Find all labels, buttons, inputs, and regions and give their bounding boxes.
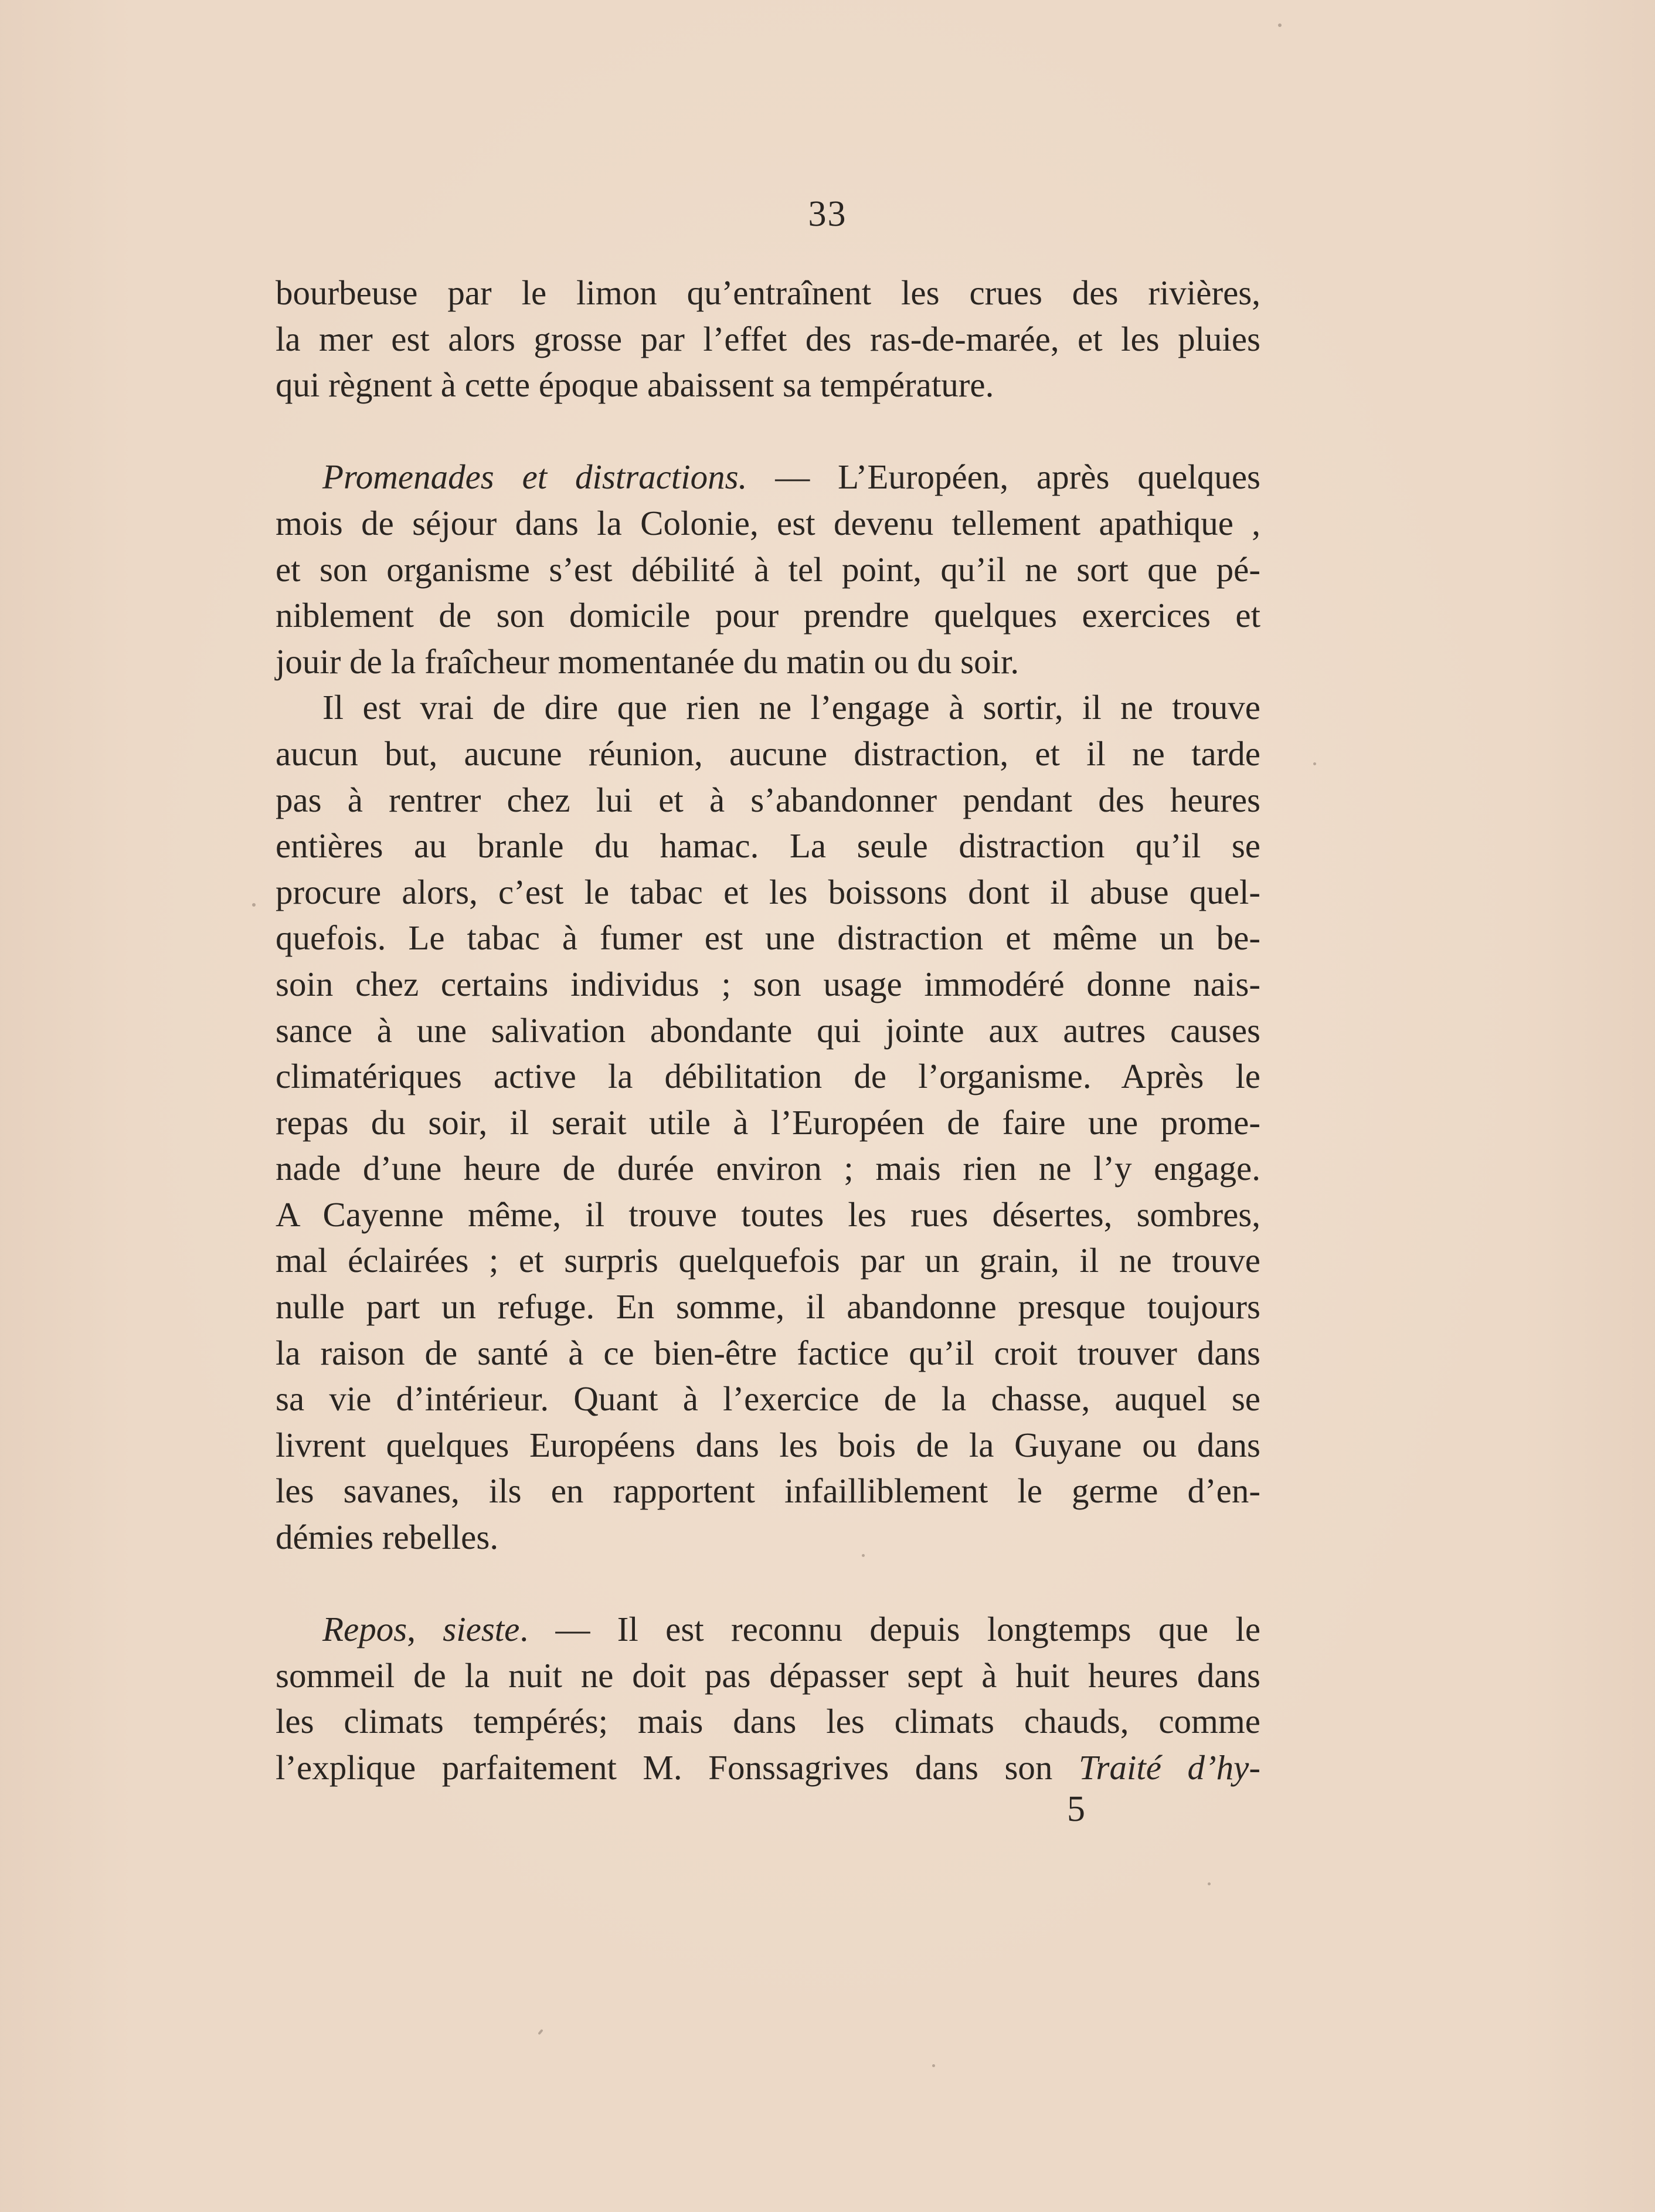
signature-mark: 5 [1067, 1789, 1085, 1829]
text-run: — L’Européen, après quelques [747, 457, 1261, 497]
text-line: mois de séjour dans la Colonie, est devenu tellement apathique , [276, 503, 1260, 542]
page-number: 33 [808, 194, 847, 234]
text-line: procure alors, c’est le tabac et les boissons dont il abuse quel- [276, 872, 1260, 911]
text-line: repas du soir, il serait utile à l’Européen de faire une prome- [276, 1102, 1260, 1142]
text-line: niblement de son domicile pour prendre quelques exercices et [276, 596, 1260, 635]
paragraph [276, 270, 1260, 408]
paper-speck [862, 1554, 865, 1557]
paper-speck [252, 903, 256, 907]
text-line: mal éclairées ; et surpris quelquefois par un grain, il ne trouve [276, 1241, 1260, 1280]
text-line [276, 454, 1260, 500]
body-text [276, 270, 1260, 1791]
text-line: sommeil de la nuit ne doit pas dépasser sept à huit heures dans [276, 1655, 1260, 1695]
paper-speck [1313, 762, 1316, 765]
paragraph-gap [276, 408, 1260, 454]
text-line: jouir de la fraîcheur momentanée du matin ou du soir. [276, 642, 1019, 681]
section-heading: sieste [443, 1610, 520, 1649]
text-line: aucun but, aucune réunion, aucune distraction, et il ne tarde [276, 734, 1260, 773]
text-line: quefois. Le tabac à fumer est une distraction et même un be- [276, 918, 1260, 958]
text-line [276, 1606, 1260, 1653]
text-line: soin chez certains individus ; son usage immodéré donne nais- [276, 964, 1260, 1003]
text-line: sa vie d’intérieur. Quant à l’exercice de la chasse, auquel se [276, 1379, 1260, 1419]
paper-speck [932, 2064, 935, 2067]
text-line: les climats tempérés; mais dans les climats chauds, comme [276, 1702, 1260, 1741]
text-line: bourbeuse par le limon qu’entraînent les crues des rivières, [276, 273, 1260, 312]
paragraph [276, 1606, 1260, 1790]
text-line: livrent quelques Européens dans les bois de la Guyane ou dans [276, 1425, 1260, 1464]
paper-speck [1208, 1882, 1211, 1885]
text-line: entières au branle du hamac. La seule distraction qu’il se [276, 826, 1260, 866]
text-line: qui règnent à cette époque abaissent sa température. [276, 365, 994, 405]
text-line: sance à une salivation abondante qui jointe aux autres causes [276, 1010, 1260, 1050]
paper-speck [538, 2029, 543, 2035]
text-run: l’explique parfaitement M. Fonssagrives dans son [276, 1748, 1079, 1787]
text-line [276, 1745, 1260, 1791]
paragraph [276, 684, 1260, 1560]
text-line: A Cayenne même, il trouve toutes les rues désertes, sombres, [276, 1195, 1260, 1234]
section-heading: Repos [322, 1610, 407, 1649]
text-line: la raison de santé à ce bien-être factice qu’il croit trouver dans [276, 1333, 1260, 1372]
text-run: . — Il est reconnu depuis longtemps que le [519, 1610, 1261, 1649]
text-line: Il est vrai de dire que rien ne l’engage à sortir, il ne trouve [322, 688, 1260, 727]
text-line: pas à rentrer chez lui et à s’abandonner pendant des heures [276, 780, 1260, 819]
text-line: nulle part un refuge. En somme, il abandonne presque toujours [276, 1287, 1260, 1326]
text-line: la mer est alors grosse par l’effet des ras-de-marée, et les pluies [276, 319, 1260, 358]
text-line: les savanes, ils en rapportent infailliblement le germe d’en- [276, 1471, 1260, 1511]
paragraph [276, 454, 1260, 684]
book-title: Traité d’hy- [1078, 1748, 1260, 1787]
text-line: et son organisme s’est débilité à tel point, qu’il ne sort que pé- [276, 549, 1260, 589]
paper-speck [1278, 23, 1282, 27]
text-line: nade d’une heure de durée environ ; mais rien ne l’y engage. [276, 1149, 1260, 1188]
paragraph-gap [276, 1560, 1260, 1607]
section-heading: Promenades et distractions. [322, 457, 747, 497]
text-line: climatériques active la débilitation de l’organisme. Après le [276, 1057, 1260, 1096]
text-run: , [407, 1610, 443, 1649]
text-line: démies rebelles. [276, 1518, 499, 1557]
